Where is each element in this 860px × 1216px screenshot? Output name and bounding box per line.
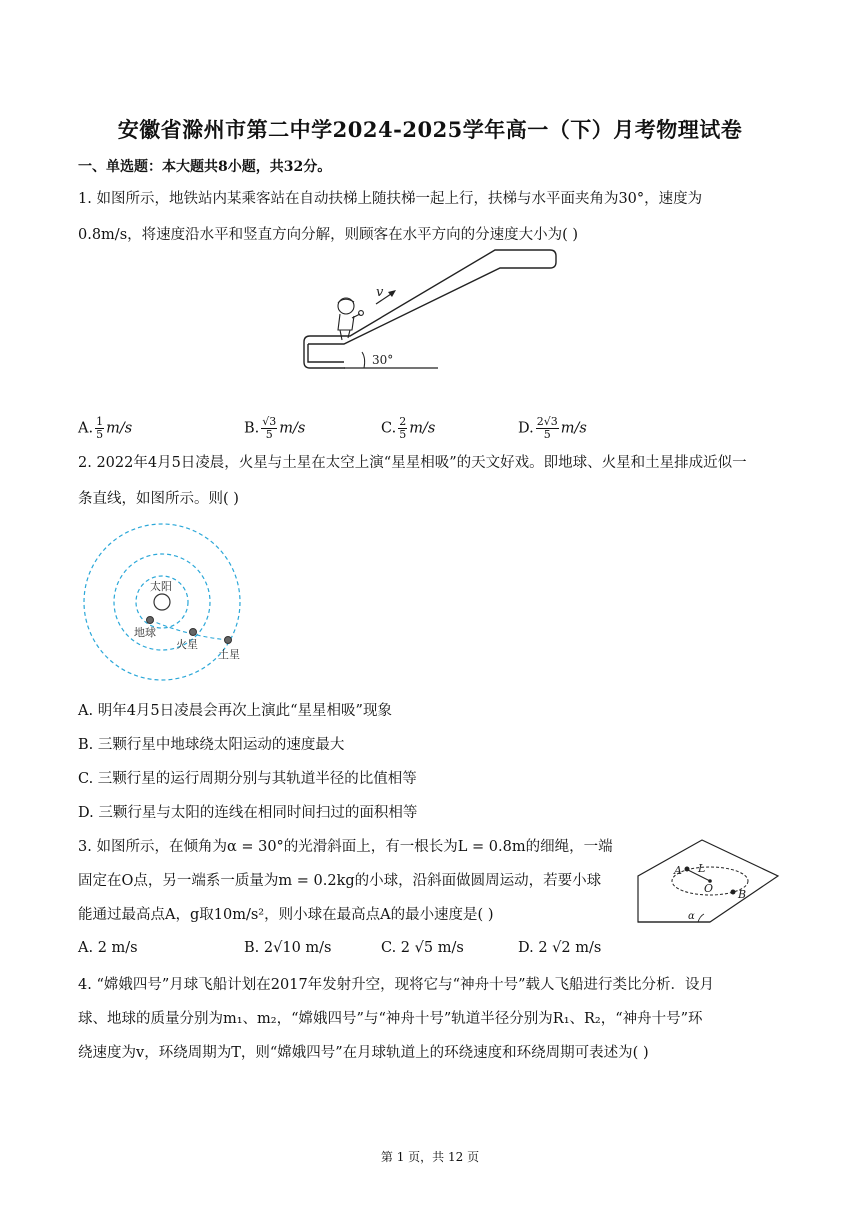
q1-velocity-label: v	[376, 285, 384, 300]
passenger-icon	[338, 298, 363, 340]
page-title: 安徽省滁州市第二中学2024-2025学年高一（下）月考物理试卷	[117, 117, 743, 142]
alpha-label: α	[688, 911, 695, 922]
earth-label: 地球	[134, 626, 156, 639]
length-l-label: L	[698, 862, 706, 875]
q1-option-c[interactable]	[381, 416, 435, 441]
solar-orbit-figure	[78, 520, 248, 684]
q1-option-a[interactable]	[78, 416, 132, 441]
q1-line2: 0.8m/s，将速度沿水平和竖直方向分解，则顾客在水平方向的分速度大小为( )	[78, 227, 579, 243]
unit: m/s	[279, 420, 306, 437]
point-o-label: O	[704, 882, 714, 895]
q1-angle-label: 30°	[372, 353, 394, 367]
unit: m/s	[409, 420, 436, 437]
q1-option-b[interactable]	[244, 416, 305, 441]
q1-option-d[interactable]	[518, 416, 587, 441]
point-b-label: B	[738, 888, 747, 901]
q3-line2: 固定在O点，另一端系一质量为m = 0.2kg的小球，沿斜面做圆周运动，若要小球	[78, 873, 602, 889]
q3-option-c[interactable]: C. 2 √5 m/s	[381, 940, 464, 956]
q3-option-b[interactable]: B. 2√10 m/s	[244, 940, 332, 956]
unit: m/s	[106, 420, 133, 437]
option-label: C.	[381, 420, 397, 437]
frac-den: 5	[543, 428, 551, 441]
option-label: A.	[78, 420, 94, 437]
q2-option-d[interactable]: D. 三颗行星与太阳的连线在相同时间扫过的面积相等	[78, 805, 418, 821]
frac-num: 2√3	[536, 415, 558, 428]
q4-line3: 绕速度为v，环绕周期为T，则“嫦娥四号”在月球轨道上的环绕速度和环绕周期可表述为( )	[78, 1045, 649, 1061]
option-label: D.	[518, 420, 534, 437]
incline-figure	[632, 836, 782, 926]
q2-option-b[interactable]: B. 三颗行星中地球绕太阳运动的速度最大	[78, 737, 345, 753]
q1-line1: 1. 如图所示，地铁站内某乘客站在自动扶梯上随扶梯一起上行，扶梯与水平面夹角为30°，速度为	[78, 191, 703, 207]
q2-line1: 2. 2022年4月5日凌晨，火星与土星在太空上演“星星相吸”的天文好戏。即地球、火星和土星排成近似一	[78, 455, 747, 471]
frac-den: 5	[399, 428, 407, 441]
saturn-label: 土星	[218, 648, 240, 661]
q3-option-d[interactable]: D. 2 √2 m/s	[518, 940, 602, 956]
frac-num: √3	[262, 415, 277, 428]
q2-line2: 条直线，如图所示。则( )	[78, 491, 239, 507]
q3-line1: 3. 如图所示，在倾角为α = 30°的光滑斜面上，有一根长为L = 0.8m的细绳，一端	[78, 839, 613, 855]
q2-option-a[interactable]: A. 明年4月5日凌晨会再次上演此“星星相吸”现象	[78, 703, 392, 719]
mars-label: 火星	[176, 638, 198, 651]
frac-num: 1	[96, 415, 104, 428]
option-label: B.	[244, 420, 260, 437]
frac-den: 5	[265, 428, 273, 441]
escalator-figure	[300, 246, 560, 374]
page-footer: 第 1 页，共 12 页	[380, 1150, 480, 1164]
sun-label: 太阳	[150, 580, 172, 593]
q4-line2: 球、地球的质量分别为m₁、m₂，“嫦娥四号”与“神舟十号”轨道半径分别为R₁、R₂，“神舟十号”环	[78, 1011, 703, 1027]
unit: m/s	[560, 420, 587, 437]
q2-option-c[interactable]: C. 三颗行星的运行周期分别与其轨道半径的比值相等	[78, 771, 417, 787]
section-heading: 一、单选题：本大题共8小题，共32分。	[78, 159, 332, 175]
q3-option-a[interactable]: A. 2 m/s	[78, 940, 138, 956]
point-a-label: A	[674, 864, 682, 877]
q3-line3: 能通过最高点A，g取10m/s²，则小球在最高点A的最小速度是( )	[78, 907, 494, 923]
frac-num: 2	[399, 415, 407, 428]
frac-den: 5	[96, 428, 104, 441]
q4-line1: 4. “嫦娥四号”月球飞船计划在2017年发射升空，现将它与“神舟十号”载人飞船进行类比分析．设月	[78, 977, 714, 993]
